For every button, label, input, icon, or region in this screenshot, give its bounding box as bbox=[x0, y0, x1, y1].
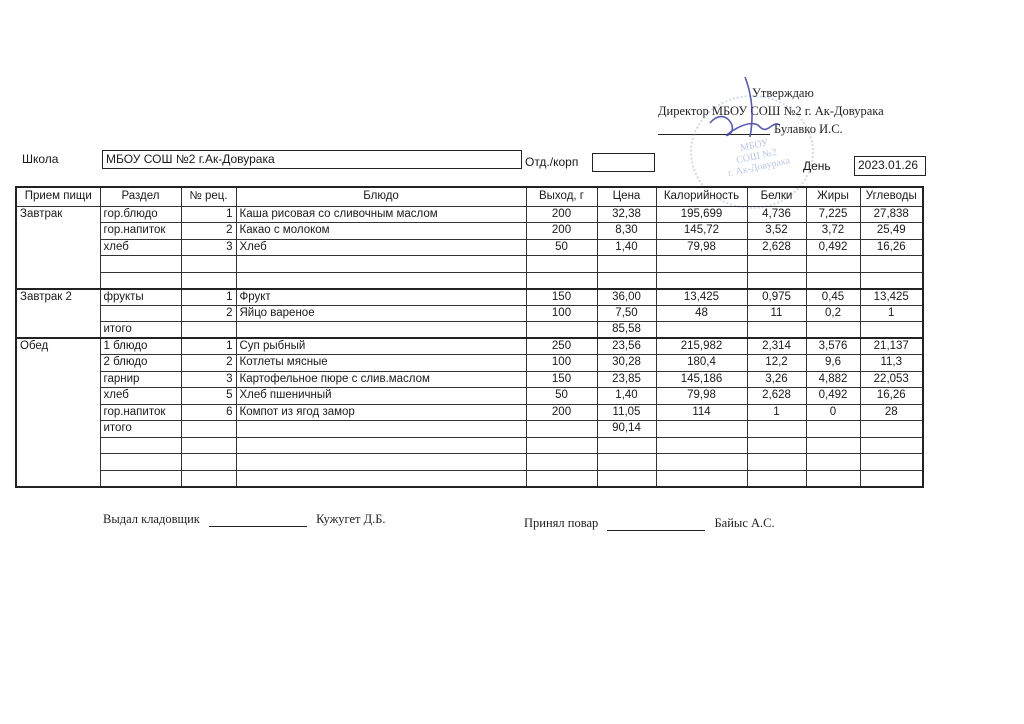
stamp-text: МБОУ СОШ №2 г. Ак-Довурака bbox=[726, 137, 791, 180]
kcal-cell: 48 bbox=[656, 305, 747, 322]
fat-cell bbox=[806, 454, 860, 471]
issued-label: Выдал кладовщик bbox=[103, 512, 200, 526]
table-row bbox=[16, 305, 923, 322]
kcal-cell bbox=[656, 421, 747, 438]
kcal-cell: 195,699 bbox=[656, 206, 747, 223]
section-cell: хлеб bbox=[100, 239, 181, 256]
dept-field[interactable] bbox=[592, 153, 655, 172]
carbs-cell: 21,137 bbox=[860, 338, 923, 355]
carbs-cell bbox=[860, 454, 923, 471]
yield-cell: 150 bbox=[526, 371, 597, 388]
yield-cell: 100 bbox=[526, 355, 597, 372]
fat-cell: 7,225 bbox=[806, 206, 860, 223]
recipe-cell bbox=[181, 470, 236, 487]
section-cell bbox=[100, 256, 181, 273]
recipe-cell: 2 bbox=[181, 355, 236, 372]
section-cell: гор.напиток bbox=[100, 404, 181, 421]
dish-cell bbox=[236, 470, 526, 487]
section-cell: 2 блюдо bbox=[100, 355, 181, 372]
section-cell bbox=[100, 272, 181, 289]
protein-cell: 12,2 bbox=[747, 355, 806, 372]
fat-cell bbox=[806, 421, 860, 438]
yield-cell bbox=[526, 437, 597, 454]
protein-cell: 2,628 bbox=[747, 388, 806, 405]
price-cell: 1,40 bbox=[597, 388, 656, 405]
table-row bbox=[16, 223, 923, 240]
dish-cell: Какао с молоком bbox=[236, 223, 526, 240]
price-cell: 1,40 bbox=[597, 239, 656, 256]
yield-cell bbox=[526, 421, 597, 438]
col-price: Цена bbox=[597, 187, 656, 206]
recipe-cell: 5 bbox=[181, 388, 236, 405]
carbs-cell bbox=[860, 421, 923, 438]
col-meal: Прием пищи bbox=[16, 187, 100, 206]
col-dish: Блюдо bbox=[236, 187, 526, 206]
table-row bbox=[16, 272, 923, 289]
fat-cell: 0,492 bbox=[806, 388, 860, 405]
kcal-cell bbox=[656, 256, 747, 273]
protein-cell: 0,975 bbox=[747, 289, 806, 306]
price-cell bbox=[597, 272, 656, 289]
meal-cell: Обед bbox=[16, 338, 100, 487]
table-row bbox=[16, 421, 923, 438]
approval-line-3: Булавко И.С. bbox=[774, 122, 843, 136]
kcal-cell: 79,98 bbox=[656, 388, 747, 405]
approval-line-2: Директор МБОУ СОШ №2 г. Ак-Довурака bbox=[658, 104, 884, 118]
section-cell bbox=[100, 437, 181, 454]
recipe-cell bbox=[181, 421, 236, 438]
price-cell bbox=[597, 470, 656, 487]
carbs-cell: 16,26 bbox=[860, 239, 923, 256]
recipe-cell: 1 bbox=[181, 338, 236, 355]
table-row bbox=[16, 322, 923, 339]
price-cell: 36,00 bbox=[597, 289, 656, 306]
carbs-cell: 1 bbox=[860, 305, 923, 322]
col-section: Раздел bbox=[100, 187, 181, 206]
received-signature-line bbox=[607, 530, 705, 531]
col-kcal: Калорийность bbox=[656, 187, 747, 206]
section-cell: хлеб bbox=[100, 388, 181, 405]
menu-table bbox=[15, 186, 924, 488]
protein-cell bbox=[747, 470, 806, 487]
fat-cell bbox=[806, 272, 860, 289]
carbs-cell bbox=[860, 256, 923, 273]
table-row bbox=[16, 239, 923, 256]
meal-cell: Завтрак 2 bbox=[16, 289, 100, 339]
table-row bbox=[16, 404, 923, 421]
recipe-cell: 1 bbox=[181, 289, 236, 306]
dish-cell bbox=[236, 272, 526, 289]
section-cell bbox=[100, 305, 181, 322]
yield-cell: 250 bbox=[526, 338, 597, 355]
dish-cell: Компот из ягод замор bbox=[236, 404, 526, 421]
protein-cell bbox=[747, 272, 806, 289]
price-cell bbox=[597, 454, 656, 471]
received-label: Принял повар bbox=[524, 516, 599, 530]
kcal-cell: 180,4 bbox=[656, 355, 747, 372]
kcal-cell: 145,72 bbox=[656, 223, 747, 240]
carbs-cell: 11,3 bbox=[860, 355, 923, 372]
dish-cell: Яйцо вареное bbox=[236, 305, 526, 322]
yield-cell bbox=[526, 454, 597, 471]
kcal-cell bbox=[656, 454, 747, 471]
table-row bbox=[16, 454, 923, 471]
issued-name: Кужугет Д.Б. bbox=[316, 512, 386, 526]
recipe-cell bbox=[181, 272, 236, 289]
kcal-cell bbox=[656, 272, 747, 289]
school-label: Школа bbox=[22, 152, 59, 166]
carbs-cell bbox=[860, 322, 923, 339]
price-cell: 85,58 bbox=[597, 322, 656, 339]
kcal-cell: 114 bbox=[656, 404, 747, 421]
dish-cell: Фрукт bbox=[236, 289, 526, 306]
day-field[interactable]: 2023.01.26 bbox=[854, 156, 926, 176]
recipe-cell: 2 bbox=[181, 305, 236, 322]
price-cell: 90,14 bbox=[597, 421, 656, 438]
carbs-cell: 13,425 bbox=[860, 289, 923, 306]
yield-cell: 200 bbox=[526, 404, 597, 421]
carbs-cell: 28 bbox=[860, 404, 923, 421]
price-cell bbox=[597, 437, 656, 454]
table-row bbox=[16, 371, 923, 388]
price-cell: 23,56 bbox=[597, 338, 656, 355]
section-cell: фрукты bbox=[100, 289, 181, 306]
table-header-row bbox=[16, 187, 923, 206]
section-cell: гарнир bbox=[100, 371, 181, 388]
section-cell bbox=[100, 454, 181, 471]
yield-cell bbox=[526, 470, 597, 487]
section-cell: итого bbox=[100, 421, 181, 438]
issued-signature-line bbox=[209, 526, 307, 527]
recipe-cell bbox=[181, 437, 236, 454]
carbs-cell bbox=[860, 470, 923, 487]
day-label: День bbox=[803, 159, 831, 173]
fat-cell: 4,882 bbox=[806, 371, 860, 388]
protein-cell bbox=[747, 256, 806, 273]
carbs-cell: 22,053 bbox=[860, 371, 923, 388]
yield-cell bbox=[526, 272, 597, 289]
fat-cell: 0 bbox=[806, 404, 860, 421]
yield-cell: 50 bbox=[526, 388, 597, 405]
section-cell: 1 блюдо bbox=[100, 338, 181, 355]
table-row bbox=[16, 437, 923, 454]
fat-cell: 9,6 bbox=[806, 355, 860, 372]
kcal-cell: 215,982 bbox=[656, 338, 747, 355]
yield-cell bbox=[526, 256, 597, 273]
yield-cell: 100 bbox=[526, 305, 597, 322]
kcal-cell bbox=[656, 470, 747, 487]
meal-cell: Завтрак bbox=[16, 206, 100, 289]
carbs-cell: 27,838 bbox=[860, 206, 923, 223]
table-row bbox=[16, 256, 923, 273]
protein-cell: 3,26 bbox=[747, 371, 806, 388]
fat-cell: 3,72 bbox=[806, 223, 860, 240]
fat-cell: 0,492 bbox=[806, 239, 860, 256]
dish-cell: Хлеб пшеничный bbox=[236, 388, 526, 405]
dish-cell: Картофельное пюре с слив.маслом bbox=[236, 371, 526, 388]
signature-mark bbox=[690, 75, 800, 145]
price-cell: 23,85 bbox=[597, 371, 656, 388]
protein-cell: 11 bbox=[747, 305, 806, 322]
recipe-cell bbox=[181, 322, 236, 339]
price-cell: 32,38 bbox=[597, 206, 656, 223]
yield-cell: 200 bbox=[526, 223, 597, 240]
table-row bbox=[16, 289, 923, 306]
issued-by bbox=[103, 512, 386, 527]
section-cell: гор.блюдо bbox=[100, 206, 181, 223]
price-cell: 30,28 bbox=[597, 355, 656, 372]
table-row bbox=[16, 206, 923, 223]
recipe-cell: 3 bbox=[181, 371, 236, 388]
protein-cell bbox=[747, 437, 806, 454]
kcal-cell: 79,98 bbox=[656, 239, 747, 256]
yield-cell: 50 bbox=[526, 239, 597, 256]
dish-cell bbox=[236, 322, 526, 339]
table-row bbox=[16, 355, 923, 372]
fat-cell bbox=[806, 470, 860, 487]
dish-cell: Котлеты мясные bbox=[236, 355, 526, 372]
yield-cell: 200 bbox=[526, 206, 597, 223]
table-row bbox=[16, 338, 923, 355]
section-cell: итого bbox=[100, 322, 181, 339]
section-cell bbox=[100, 470, 181, 487]
carbs-cell: 16,26 bbox=[860, 388, 923, 405]
recipe-cell: 3 bbox=[181, 239, 236, 256]
dish-cell: Каша рисовая со сливочным маслом bbox=[236, 206, 526, 223]
protein-cell: 2,314 bbox=[747, 338, 806, 355]
col-protein: Белки bbox=[747, 187, 806, 206]
fat-cell: 3,576 bbox=[806, 338, 860, 355]
protein-cell: 1 bbox=[747, 404, 806, 421]
recipe-cell: 6 bbox=[181, 404, 236, 421]
price-cell bbox=[597, 256, 656, 273]
col-fat: Жиры bbox=[806, 187, 860, 206]
school-field[interactable]: МБОУ СОШ №2 г.Ак-Довурака bbox=[102, 150, 522, 169]
yield-cell bbox=[526, 322, 597, 339]
carbs-cell bbox=[860, 272, 923, 289]
protein-cell: 4,736 bbox=[747, 206, 806, 223]
protein-cell bbox=[747, 322, 806, 339]
recipe-cell bbox=[181, 454, 236, 471]
table-row bbox=[16, 388, 923, 405]
kcal-cell: 13,425 bbox=[656, 289, 747, 306]
col-carbs: Углеводы bbox=[860, 187, 923, 206]
fat-cell: 0,2 bbox=[806, 305, 860, 322]
protein-cell bbox=[747, 421, 806, 438]
fat-cell bbox=[806, 437, 860, 454]
protein-cell: 3,52 bbox=[747, 223, 806, 240]
yield-cell: 150 bbox=[526, 289, 597, 306]
table-row bbox=[16, 470, 923, 487]
received-by bbox=[524, 516, 775, 531]
dish-cell bbox=[236, 437, 526, 454]
protein-cell bbox=[747, 454, 806, 471]
price-cell: 11,05 bbox=[597, 404, 656, 421]
recipe-cell: 2 bbox=[181, 223, 236, 240]
kcal-cell bbox=[656, 322, 747, 339]
dept-label: Отд./корп bbox=[525, 155, 579, 169]
dish-cell: Суп рыбный bbox=[236, 338, 526, 355]
received-name: Байыс А.С. bbox=[714, 516, 775, 530]
fat-cell bbox=[806, 322, 860, 339]
protein-cell: 2,628 bbox=[747, 239, 806, 256]
dish-cell bbox=[236, 454, 526, 471]
col-yield: Выход, г bbox=[526, 187, 597, 206]
fat-cell bbox=[806, 256, 860, 273]
approval-line-1: Утверждаю bbox=[752, 86, 814, 100]
kcal-cell bbox=[656, 437, 747, 454]
price-cell: 8,30 bbox=[597, 223, 656, 240]
col-recipe: № рец. bbox=[181, 187, 236, 206]
dish-cell bbox=[236, 256, 526, 273]
dish-cell: Хлеб bbox=[236, 239, 526, 256]
price-cell: 7,50 bbox=[597, 305, 656, 322]
dish-cell bbox=[236, 421, 526, 438]
section-cell: гор.напиток bbox=[100, 223, 181, 240]
carbs-cell bbox=[860, 437, 923, 454]
carbs-cell: 25,49 bbox=[860, 223, 923, 240]
fat-cell: 0,45 bbox=[806, 289, 860, 306]
recipe-cell bbox=[181, 256, 236, 273]
kcal-cell: 145,186 bbox=[656, 371, 747, 388]
recipe-cell: 1 bbox=[181, 206, 236, 223]
